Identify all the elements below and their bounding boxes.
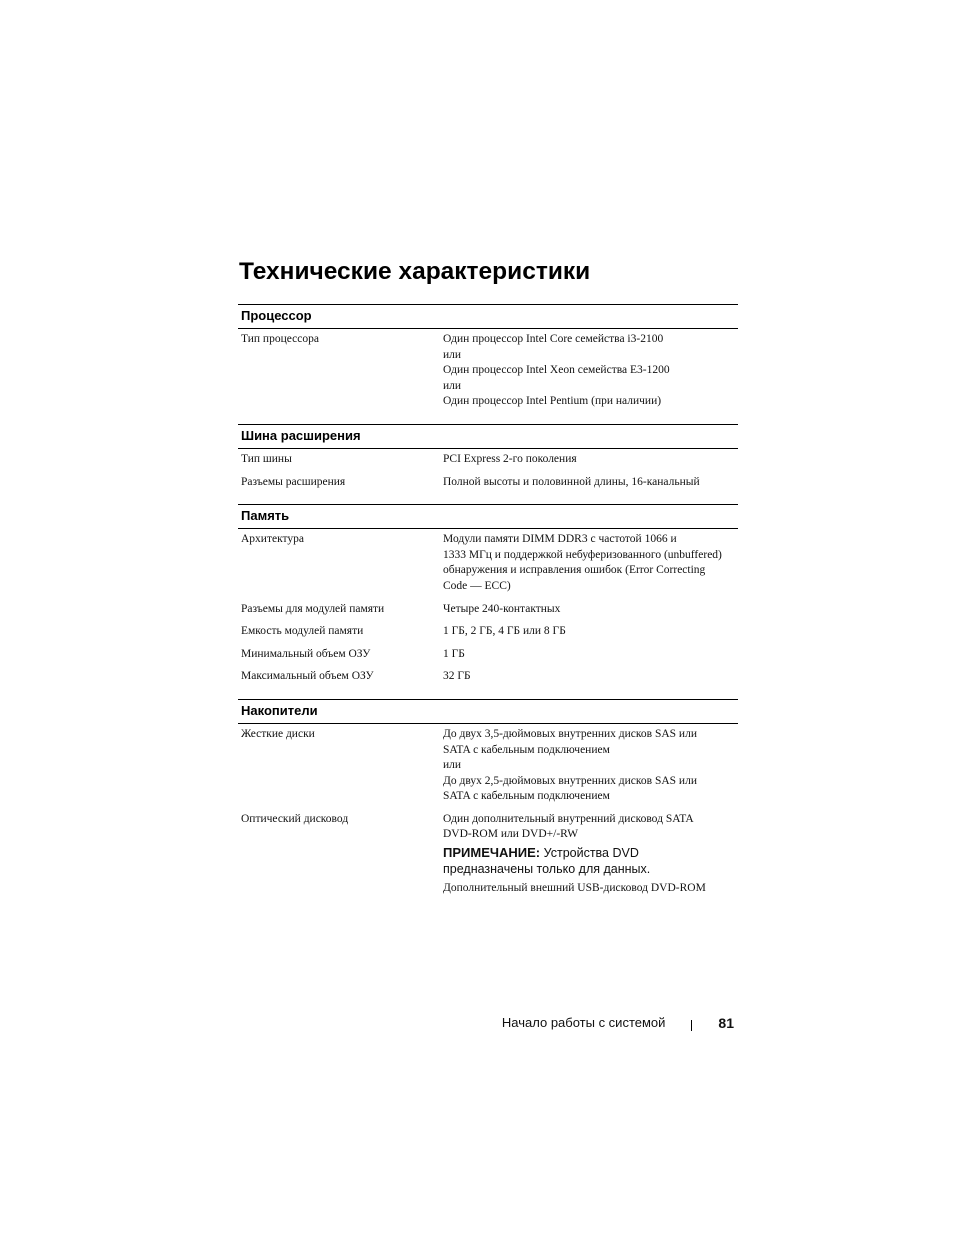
spec-value-line: Модули памяти DIMM DDR3 с частотой 1066 и bbox=[443, 533, 677, 546]
spec-row bbox=[238, 727, 738, 805]
spec-value-line: Дополнительный внешний USB-дисковод DVD-ROM bbox=[443, 882, 706, 895]
footer-chapter: Начало работы с системой bbox=[501, 1015, 666, 1030]
spec-value-line: обнаружения и исправления ошибок (Error Correcting bbox=[443, 564, 706, 577]
spec-value-line: PCI Express 2-го поколения bbox=[443, 452, 577, 465]
spec-label: Оптический дисковод bbox=[241, 812, 349, 825]
section-header: Накопители bbox=[238, 700, 738, 724]
spec-value bbox=[443, 647, 738, 663]
spec-value bbox=[443, 602, 738, 618]
spec-value-line: или bbox=[443, 348, 462, 361]
spec-value-line: или bbox=[443, 759, 462, 772]
specs-table bbox=[238, 304, 738, 911]
spec-label: Разъемы расширения bbox=[241, 475, 346, 488]
section-header: Шина расширения bbox=[238, 425, 738, 449]
spec-row bbox=[238, 475, 738, 491]
spec-value bbox=[443, 532, 738, 594]
spec-value-line: Один процессор Intel Pentium (при наличии) bbox=[443, 395, 662, 408]
spec-value-line: Четыре 240-контактных bbox=[443, 602, 561, 615]
spec-value-line: 32 ГБ bbox=[443, 670, 471, 683]
section-memory bbox=[238, 504, 738, 689]
spec-value bbox=[443, 727, 738, 805]
section-header: Память bbox=[238, 505, 738, 529]
spec-value-line: Code — ECC) bbox=[443, 579, 511, 592]
spec-value-line: или bbox=[443, 379, 462, 392]
spec-value-line: Один процессор Intel Xeon семейства E3-1200 bbox=[443, 364, 670, 377]
spec-value-line: 1 ГБ bbox=[443, 647, 465, 660]
spec-value bbox=[443, 624, 738, 640]
page-number: 81 bbox=[718, 1015, 734, 1031]
spec-value bbox=[443, 669, 738, 685]
spec-value-line: До двух 3,5-дюймовых внутренних дисков SAS или bbox=[443, 727, 697, 740]
spec-label: Минимальный объем ОЗУ bbox=[241, 647, 371, 660]
spec-value-line: SATA с кабельным подключением bbox=[443, 790, 610, 803]
spec-value-line: Один дополнительный внутренний дисковод SATA bbox=[443, 812, 694, 825]
spec-label: Максимальный объем ОЗУ bbox=[241, 670, 374, 683]
spec-row bbox=[238, 624, 738, 640]
spec-value bbox=[443, 332, 738, 410]
spec-label: Жесткие диски bbox=[241, 727, 315, 740]
page-footer bbox=[502, 1014, 734, 1032]
spec-label: Тип шины bbox=[241, 452, 292, 465]
page-title: Технические характеристики bbox=[239, 258, 591, 285]
section-storage bbox=[238, 699, 738, 901]
note bbox=[443, 845, 738, 877]
spec-value-line: 1333 МГц и поддержкой небуферизованного (unbuffered) bbox=[443, 548, 722, 561]
spec-value-line: SATA с кабельным подключением bbox=[443, 743, 610, 756]
spec-label: Тип процессора bbox=[241, 333, 319, 345]
spec-value bbox=[443, 475, 738, 491]
section-expansion-bus bbox=[238, 424, 738, 494]
spec-row bbox=[238, 669, 738, 685]
spec-value-line: Полной высоты и половинной длины, 16-канальный bbox=[443, 475, 700, 488]
spec-label: Архитектура bbox=[241, 533, 305, 546]
section-header: Процессор bbox=[238, 305, 738, 329]
spec-value-line: Один процессор Intel Core семейства i3-2100 bbox=[443, 333, 664, 345]
spec-value-line: До двух 2,5-дюймовых внутренних дисков SAS или bbox=[443, 774, 697, 787]
spec-value-line: 1 ГБ, 2 ГБ, 4 ГБ или 8 ГБ bbox=[443, 625, 566, 638]
note-text: предназначены только для данных. bbox=[443, 862, 651, 877]
spec-row bbox=[238, 532, 738, 594]
spec-row bbox=[238, 452, 738, 468]
spec-value-line: DVD-ROM или DVD+/-RW bbox=[443, 828, 579, 841]
footer-separator bbox=[691, 1020, 692, 1031]
spec-row bbox=[238, 812, 738, 897]
spec-value bbox=[443, 452, 738, 468]
spec-row bbox=[238, 647, 738, 663]
section-processor bbox=[238, 304, 738, 414]
spec-label: Разъемы для модулей памяти bbox=[241, 602, 385, 615]
spec-row bbox=[238, 602, 738, 618]
spec-label: Емкость модулей памяти bbox=[241, 625, 364, 638]
note-label: ПРИМЕЧАНИЕ: bbox=[443, 845, 541, 861]
spec-row bbox=[238, 332, 738, 410]
note-text: Устройства DVD bbox=[543, 846, 639, 861]
spec-value bbox=[443, 812, 738, 897]
